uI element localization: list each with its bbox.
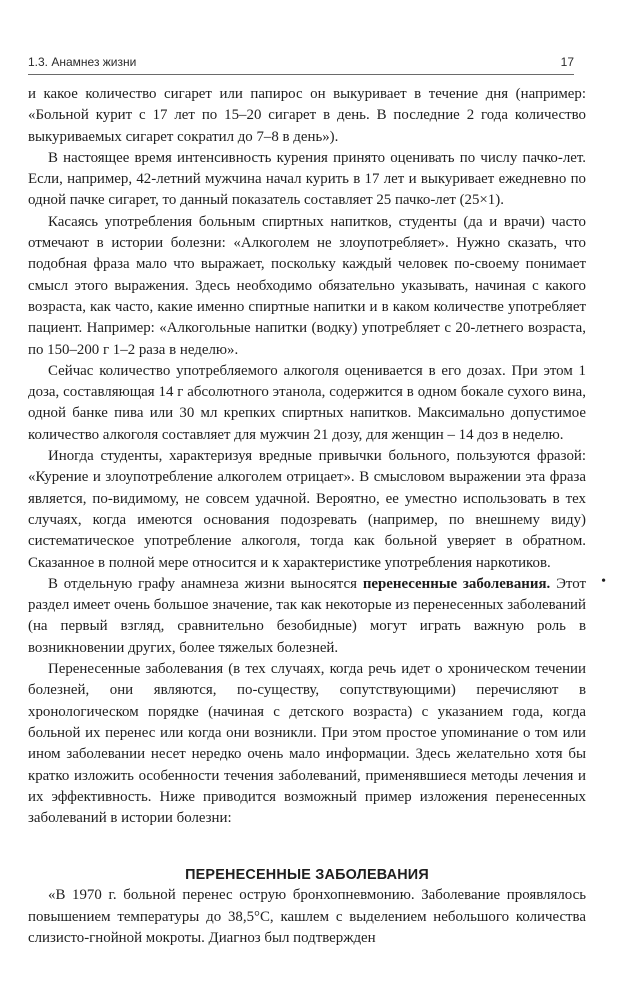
paragraph-past-diseases-start: В отдельную графу анамнеза жизни выносятся xyxy=(48,575,363,592)
page-number: 17 xyxy=(560,55,574,69)
running-header xyxy=(28,55,574,75)
paragraph-alcohol-history: Касаясь употребления больным спиртных напитков, студенты (да и врачи) часто отмечают в истории болезни: «Алкоголем не злоупотребляет». Нужно сказать, что подобная фраза мало что выражает, поскольку каждый человек по-своему понимает смысл этого выражения. Здесь необходимо обязательно указывать, начиная с какого возраста, как часто, какие именно спиртные напитки и в каком количестве употребляет пациент. Например: «Алкогольные напитки (водку) употребляет с 20-летнего возраста, по 150–200 г 1–2 раза в неделю». xyxy=(28,213,586,358)
margin-dot: • xyxy=(601,574,606,589)
paragraph-bad-habits: Иногда студенты, характеризуя вредные привычки больного, пользуются фразой: «Курение и злоупотребление алкоголем отрицает». В смысловом выражении эта фраза является, по-видимому, не совсем удачной. Вероятно, ее уместно использовать в тех случаях, когда имеются основания подозревать (например, по внешнему виду) систематическое употребление алкоголя, тогда как больной уверяет в обратном. Сказанное в полной мере относится и к характеристике употребления наркотиков. xyxy=(28,448,586,571)
body-text xyxy=(28,84,586,949)
bold-term-past-diseases: перенесенные заболевания. xyxy=(362,575,551,592)
paragraph-pack-years: В настоящее время интенсивность курения принято оценивать по числу пачко-лет. Если, например, 42-летний мужчина начал курить в 17 лет и выкуривает ежедневно по одной пачке сигарет, то данный показатель составляет 25 пачко-лет (25×1). xyxy=(28,149,586,209)
header-section-title: 1.3. Анамнез жизни xyxy=(28,55,137,69)
paragraph-continuation: и какое количество сигарет или папирос он выкуривает в течение дня (например: «Больной курит с 17 лет по 15–20 сигарет в день. В последние 2 года количество выкуриваемых сигарет сократил до 7–8 в день»). xyxy=(28,86,586,145)
section-heading: ПЕРЕНЕСЕННЫЕ ЗАБОЛЕВАНИЯ xyxy=(185,867,429,884)
paragraph-chronology: Перенесенные заболевания (в тех случаях, когда речь идет о хроническом течении болезней, они являются, по-существу, сопутствующими) перечисляют в хронологическом порядке (начиная с детского возраста) с указанием года, когда больной их перенес или когда они возникли. При этом простое упоминание о том или ином заболевании несет нередко очень мало информации. Здесь желательно хотя бы кратко изложить особенности течения заболеваний, применявшиеся методы лечения и их эффективность. Ниже приводится возможный пример изложения перенесенных заболеваний в истории болезни: xyxy=(28,661,586,827)
example-paragraph: «В 1970 г. больной перенес острую бронхопневмонию. Заболевание проявлялось повышением температуры до 38,5°С, кашлем с выделением небольшого количества слизисто-гнойной мокроты. Диагноз был подтвержден xyxy=(28,887,586,946)
paragraph-past-diseases xyxy=(28,574,586,659)
paragraph-past-diseases-rest: Этот раздел имеет очень большое значение, так как некоторые из перенесенных заболеваний (на первый взгляд, сравнительно безобидные) могут играть важную роль в возникновении других, более тяжелых болезней. xyxy=(28,575,586,656)
paragraph-alcohol-doses: Сейчас количество употребляемого алкоголя оценивается в его дозах. При этом 1 доза, составляющая 14 г абсолютного этанола, содержится в одном бокале сухого вина, одной банке пива или 30 мл крепких спиртных напитков. Максимально допустимое количество алкоголя составляет для мужчин 21 дозу, для женщин – 14 доз в неделю. xyxy=(28,362,586,443)
